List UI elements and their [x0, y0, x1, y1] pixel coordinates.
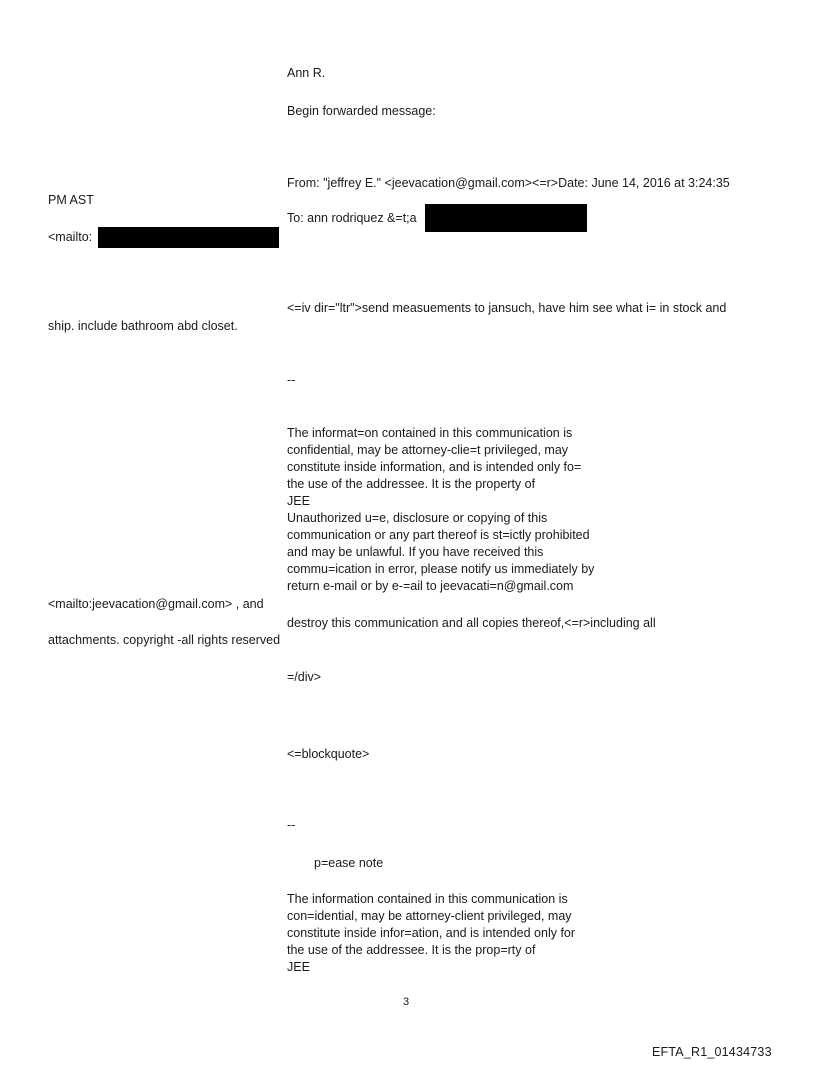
- from-line: From: "jeffrey E." <jeevacation@gmail.com><=r>Date: June 14, 2016 at 3:24:35: [287, 176, 730, 190]
- disclaimer-1-line-9: commu=ication in error, please notify us immediately by: [287, 562, 595, 576]
- body-line-2: ship. include bathroom abd closet.: [48, 319, 238, 333]
- disclaimer-1-line-2: confidential, may be attorney-clie=t privileged, may: [287, 443, 569, 457]
- document-id: EFTA_R1_01434733: [652, 1045, 772, 1059]
- disclaimer-1-line-10: return e-mail or by e-=ail to jeevacati=n@gmail.com: [287, 579, 574, 593]
- signoff-text: Ann R.: [287, 66, 326, 80]
- disclaimer-1-line-8: and may be unlawful. If you have received this: [287, 545, 544, 559]
- disclaimer-1-line-5: JEE: [287, 494, 310, 508]
- disclaimer-2-line-5: JEE: [287, 960, 310, 974]
- disclaimer-2-line-2: con=idential, may be attorney-client privileged, may: [287, 909, 572, 923]
- signature-dash-2: --: [287, 818, 296, 832]
- disclaimer-2-line-4: the use of the addressee. It is the prop=rty of: [287, 943, 536, 957]
- disclaimer-2-line-3: constitute inside infor=ation, and is intended only for: [287, 926, 576, 940]
- div-close-text: =/div>: [287, 670, 322, 684]
- mailto-left: <mailto:: [48, 230, 93, 244]
- begin-forwarded-text: Begin forwarded message:: [287, 104, 436, 118]
- signature-dash-1: --: [287, 373, 296, 387]
- disclaimer-1-line-6: Unauthorized u=e, disclosure or copying of this: [287, 511, 548, 525]
- please-note-text: p=ease note: [314, 856, 384, 870]
- disclaimer-1-line-4: the use of the addressee. It is the property of: [287, 477, 536, 491]
- disclaimer-1-line-1: The informat=on contained in this communication is: [287, 426, 573, 440]
- redaction-mailto: [98, 227, 279, 248]
- redaction-to-address: [425, 204, 587, 232]
- from-line-wrap: PM AST: [48, 193, 94, 207]
- page-number: 3: [403, 996, 410, 1008]
- mailto-jee-line: <mailto:jeevacation@gmail.com> , and: [48, 597, 264, 611]
- to-line: To: ann rodriquez &=t;a: [287, 211, 417, 225]
- disclaimer-2-line-1: The information contained in this communication is: [287, 892, 568, 906]
- blockquote-text: <=blockquote>: [287, 747, 370, 761]
- destroy-line: destroy this communication and all copies thereof,<=r>including all: [287, 616, 656, 630]
- disclaimer-1-line-3: constitute inside information, and is intended only fo=: [287, 460, 582, 474]
- disclaimer-1-line-7: communication or any part thereof is st=ictly prohibited: [287, 528, 590, 542]
- body-line-1: <=iv dir="ltr">send measuements to jansuch, have him see what i= in stock and: [287, 301, 727, 315]
- attachments-line: attachments. copyright -all rights reserved: [48, 633, 281, 647]
